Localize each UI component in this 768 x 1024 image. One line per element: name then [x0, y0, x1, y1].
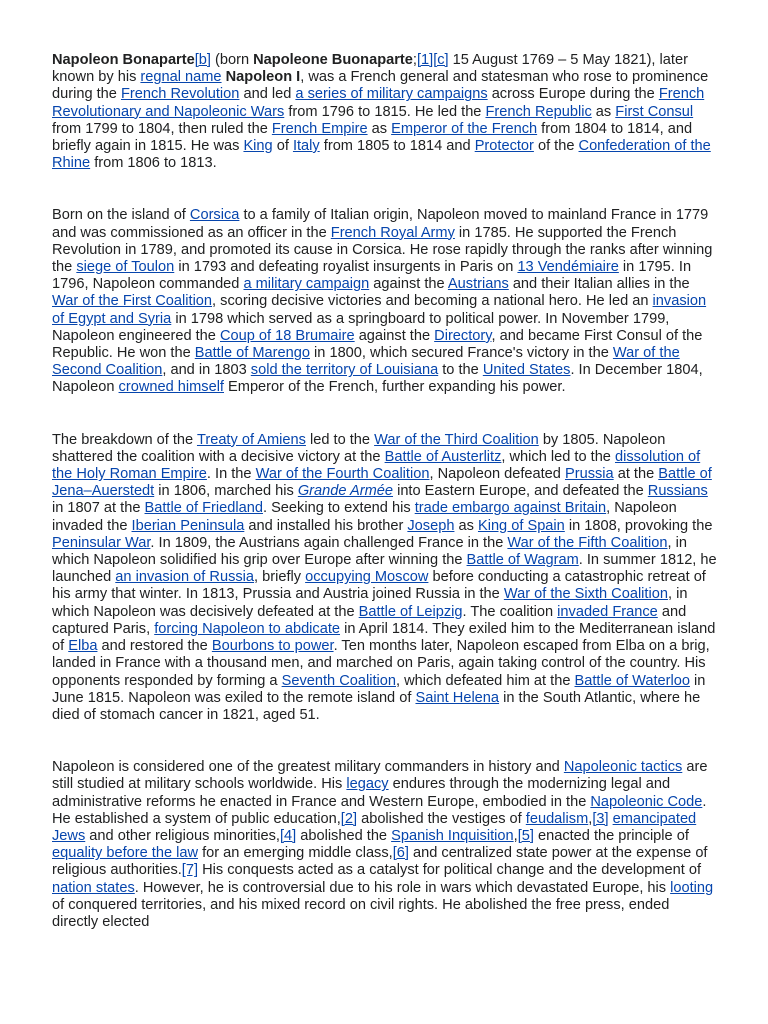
body-text: and centralized state power at the expense of religious authorities. [52, 845, 708, 879]
body-text: and their Italian allies in the [508, 276, 690, 293]
body-text: from 1796 to 1815. He led the [284, 103, 486, 120]
article-link[interactable]: Saint Helena [415, 689, 500, 706]
body-text: Napoleon is considered one of the greatest military commanders in history and [52, 759, 564, 776]
body-text: in 1806, marched his [154, 483, 298, 500]
article-link[interactable]: King [243, 138, 273, 155]
body-text: to the [438, 362, 483, 379]
body-text: . He established a system of public education, [52, 793, 707, 827]
article-link[interactable]: Battle of Marengo [194, 345, 310, 362]
article-link[interactable]: [3] [592, 810, 609, 827]
article-link[interactable]: Battle of Leipzig [358, 603, 463, 620]
body-text: before conducting a catastrophic retreat of his army that winter. In 1813, Prussia and Austria joined Russia in the [52, 569, 706, 603]
body-text: as [367, 120, 392, 137]
bold-text: Napoleone Buonaparte [253, 52, 413, 68]
bold-text: Napoleon Bonaparte [52, 52, 195, 68]
body-text: in 1785. He supported the French Revolution in 1789, and promoted its cause in Corsica. He rose rapidly through the ranks after winning the [52, 224, 713, 276]
body-text: , Napoleon defeated [429, 466, 565, 483]
article-link[interactable]: [c] [433, 52, 449, 68]
article-link[interactable]: War of the Fourth Coalition [255, 466, 430, 483]
body-text: . In 1809, the Austrians again challenged France in the [150, 534, 508, 551]
article-link[interactable]: [1] [416, 52, 434, 68]
article-link[interactable]: nation states [52, 879, 135, 896]
body-text: in April 1814. They exiled him to the Mediterranean island of [52, 620, 716, 655]
article-link[interactable]: War of the Fifth Coalition [507, 534, 668, 551]
body-text: and restored the [97, 638, 212, 655]
article-link[interactable]: Austrians [447, 276, 509, 293]
body-text: to a family of Italian origin, Napoleon moved to mainland France in 1779 and was commissioned as an officer in the [52, 207, 709, 241]
article-link[interactable]: King of Spain [477, 517, 565, 534]
article-link[interactable]: French Revolution [120, 86, 240, 103]
article-link[interactable]: Russians [647, 483, 708, 500]
article-link[interactable]: Battle of Waterloo [574, 672, 690, 689]
article-link[interactable]: [5] [517, 827, 534, 844]
article-link[interactable]: Napoleonic tactics [563, 759, 683, 776]
body-text: led to the [305, 431, 375, 448]
article-link[interactable]: [b] [194, 52, 211, 68]
article-link[interactable]: [2] [340, 810, 358, 827]
body-text: enacted the principle of [533, 827, 689, 844]
body-text: The breakdown of the [52, 431, 197, 448]
body-text: and other religious minorities, [85, 827, 280, 844]
body-text: abolished the [296, 827, 392, 844]
article-link[interactable]: legacy [346, 776, 389, 793]
body-text: , in which Napoleon was decisively defeated at the [52, 586, 688, 620]
article-link[interactable]: siege of Toulon [76, 259, 175, 276]
article-link[interactable]: French Revolutionary and Napoleonic Wars [52, 86, 705, 120]
body-text: , [588, 810, 593, 827]
body-text: , and in 1803 [162, 362, 251, 379]
article-link[interactable]: crowned himself [118, 379, 224, 396]
body-text: , was a French general and statesman who rose to prominence during the [52, 69, 709, 103]
article-link[interactable]: sold the territory of Louisiana [250, 362, 439, 379]
body-text: Emperor of the French, further expanding his power. [224, 379, 566, 396]
article-link[interactable]: a series of military campaigns [295, 86, 488, 103]
article-link[interactable]: [4] [279, 827, 297, 844]
paragraph-intro [52, 52, 718, 172]
body-text: and led [239, 86, 296, 103]
article-link[interactable]: an invasion of Russia [115, 569, 255, 586]
article-link[interactable]: Protector [474, 138, 534, 155]
body-text: , in which Napoleon solidified his grip over Europe after winning the [52, 534, 687, 569]
body-text: of conquered territories, and his mixed record on civil rights. He abolished the free press, ended directly elected [52, 896, 670, 930]
body-text: , scoring decisive victories and becoming a national hero. He led an [212, 293, 653, 310]
article-link[interactable]: French Empire [271, 120, 368, 137]
body-text: of [272, 138, 293, 155]
article-link[interactable]: [6] [392, 845, 409, 862]
article-link[interactable]: Prussia [564, 466, 614, 483]
article-link[interactable]: trade embargo against Britain [414, 500, 607, 517]
body-text: His conquests acted as a catalyst for political change and the development of [198, 862, 702, 879]
article-link[interactable]: Battle of Jena–Auerstedt [52, 466, 712, 500]
body-text: and captured Paris, [52, 603, 687, 637]
body-text: are still studied at military schools worldwide. His [52, 759, 708, 793]
paragraph-legacy [52, 759, 718, 931]
body-text: for an emerging middle class, [198, 845, 393, 862]
article-link[interactable]: War of the Second Coalition [52, 345, 680, 379]
article-link[interactable]: War of the First Coalition [52, 293, 213, 310]
body-text: as [454, 517, 478, 534]
body-text: , which led to the [501, 448, 615, 465]
article-link[interactable]: a military campaign [243, 276, 370, 293]
body-text: in 1800, which secured France's victory in the [309, 345, 613, 362]
article-link[interactable]: War of the Third Coalition [374, 431, 539, 448]
article-link[interactable]: United States [482, 362, 571, 379]
body-text: . The coalition [462, 603, 558, 620]
article-link[interactable]: invasion of Egypt and Syria [52, 293, 707, 327]
article-link[interactable]: Grande Armée [297, 483, 394, 500]
body-text: from 1806 to 1813. [90, 155, 217, 172]
body-text: from 1804 to 1814, and briefly again in 1815. He was [52, 120, 693, 155]
article-link[interactable]: French Royal Army [330, 224, 455, 241]
body-text: Born on the island of [52, 207, 190, 224]
article-link[interactable]: First Consul [615, 103, 694, 120]
article-link[interactable]: Bourbons to power [211, 638, 334, 655]
article-link[interactable]: feudalism [525, 810, 589, 827]
article-link[interactable]: Confederation of the Rhine [52, 138, 711, 172]
article-link[interactable]: Italy [292, 138, 320, 155]
article-link[interactable]: Directory [434, 327, 492, 344]
paragraph-wars [52, 432, 718, 724]
body-text: of the [533, 138, 579, 155]
body-text: in 1793 and defeating royalist insurgents in Paris on [174, 259, 518, 276]
article-link[interactable]: Seventh Coalition [281, 672, 397, 689]
body-text: , [513, 827, 518, 844]
body-text: as [591, 103, 616, 120]
body-text: , briefly [254, 569, 306, 586]
body-text: , and became First Consul of the Republic. He won the [52, 327, 703, 362]
body-text: 15 August 1769 – 5 May 1821), later known by his [52, 52, 688, 86]
body-text: . However, he is controversial due to his role in wars which devastated Europe, his [134, 879, 671, 896]
article-link[interactable]: looting [670, 879, 714, 896]
article-link[interactable]: [7] [181, 862, 199, 879]
body-text: . Seeking to extend his [262, 500, 415, 517]
article-link[interactable]: Joseph [407, 517, 455, 534]
article-link[interactable]: Treaty of Amiens [196, 431, 306, 448]
bold-text: Napoleon I [225, 69, 301, 86]
article-link[interactable]: French Republic [485, 103, 592, 120]
article-link[interactable]: Napoleonic Code [590, 793, 703, 810]
article-link[interactable]: dissolution of the Holy Roman Empire [52, 448, 701, 483]
body-text: in June 1815. Napoleon was exiled to the remote island of [52, 672, 706, 706]
article-link[interactable]: Peninsular War [52, 534, 151, 551]
body-text: by 1805. Napoleon shattered the coalition with a decisive victory at the [52, 431, 666, 465]
article-link[interactable]: 13 Vendémiaire [517, 259, 619, 276]
body-text: across Europe during the [487, 86, 659, 103]
article-link[interactable]: equality before the law [52, 845, 199, 862]
body-text: endures through the modernizing legal and administrative reforms he enacted in France and Western Europe, embodied in the [52, 776, 671, 810]
body-text: in 1798 which served as a springboard to political power. In November 1799, Napoleon engineered the [52, 310, 670, 344]
body-text: . In the [206, 466, 256, 483]
body-text: in 1807 at the [52, 500, 145, 517]
article-link[interactable]: War of the Sixth Coalition [503, 586, 668, 603]
article-link[interactable]: Iberian Peninsula [131, 517, 245, 534]
body-text: in 1795. In 1796, Napoleon commanded [52, 259, 692, 293]
article-link[interactable]: invaded France [557, 603, 658, 620]
article-body [52, 52, 718, 966]
body-text: , Napoleon invaded the [52, 500, 677, 534]
article-link[interactable]: Battle of Wagram [466, 552, 579, 569]
article-link[interactable]: emancipated Jews [52, 810, 697, 844]
body-text: abolished the vestiges of [357, 810, 526, 827]
body-text: at the [613, 466, 659, 483]
body-text: in the South Atlantic, where he died of stomach cancer in 1821, aged 51. [52, 689, 701, 723]
article-link[interactable]: Emperor of the French [391, 120, 538, 137]
article-link[interactable]: Battle of Friedland [144, 500, 263, 517]
body-text: (born [210, 52, 254, 68]
article-link[interactable]: forcing Napoleon to abdicate [154, 620, 341, 637]
body-text: in 1808, provoking the [564, 517, 713, 534]
body-text: . Ten months later, Napoleon escaped from Elba on a brig, landed in France with a thousand men, and marched on Paris, again taking control of the country. His opponents responded by forming a [52, 638, 710, 689]
article-link[interactable]: Corsica [189, 207, 240, 224]
body-text: . In summer 1812, he launched [52, 552, 717, 586]
article-link[interactable]: occupying Moscow [305, 569, 429, 586]
paragraph-early-career [52, 207, 718, 396]
body-text: against the [369, 276, 448, 293]
article-link[interactable]: regnal name [140, 69, 222, 86]
body-text: ; [412, 52, 417, 68]
article-link[interactable]: Coup of 18 Brumaire [219, 327, 355, 344]
article-link[interactable]: Spanish Inquisition [391, 827, 514, 844]
article-link[interactable]: Elba [68, 638, 98, 655]
body-text: from 1799 to 1804, then ruled the [52, 120, 272, 137]
body-text: into Eastern Europe, and defeated the [393, 483, 648, 500]
body-text: , which defeated him at the [396, 672, 575, 689]
article-link[interactable]: Battle of Austerlitz [384, 448, 502, 465]
body-text: against the [354, 327, 435, 344]
body-text: from 1805 to 1814 and [319, 138, 475, 155]
body-text: and installed his brother [244, 517, 408, 534]
body-text: . In December 1804, Napoleon [52, 362, 703, 396]
